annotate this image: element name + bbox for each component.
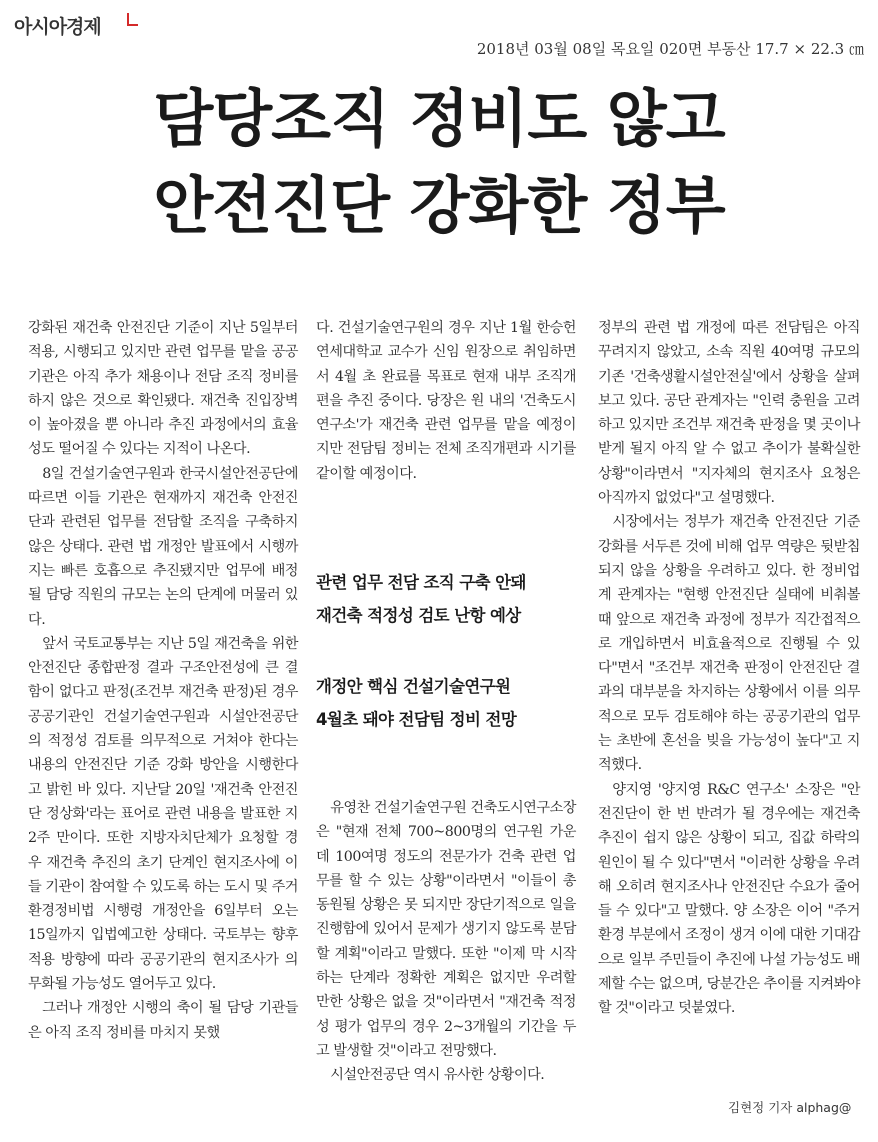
subheadline-line: 관련 업무 전담 조직 구축 안돼 [316, 573, 526, 592]
paragraph: 다. 건설기술연구원의 경우 지난 1월 한승헌 연세대학교 교수가 신임 원장으로 취임하면서 4월 초 완료를 목표로 현재 내부 조직개편을 추진 중이다. 당장은 원 내의 '건축도시연구소'가 재건축 관련 업무를 맡을 예정이지만 전담팀 정비는 전체 조직개편과 시기를 같이할 예정이다. [316, 320, 576, 482]
paragraph: 시장에서는 정부가 재건축 안전진단 기준 강화를 서두른 것에 비해 업무 역량은 뒷받침되지 않을 상황을 우려하고 있다. 한 정비업계 관계자는 "현행 안전진단 실태에 비춰볼 때 앞으로 재건축 과정에 정부가 직간접적으로 개입하면서 비효율적으로 진행될 수 있다"면서 "조건부 재건축 판정이 안전진단 결과의 대부분을 차지하는 상황에서 이를 의무적으로 모두 검토해야 하는 공공기관의 업무는 초반에 혼선을 빚을 가능성이 높다"고 지적했다. [598, 514, 860, 774]
article-column-3 [598, 316, 860, 1021]
article-column-1 [28, 316, 298, 1045]
publication-meta: 2018년 03월 08일 목요일 020면 부동산 17.7 × 22.3 ㎝ [476, 40, 864, 58]
paragraph: 8일 건설기술연구원과 한국시설안전공단에 따르면 이들 기관은 현재까지 재건축 안전진단과 관련된 업무를 전담할 조직을 구축하지 않은 상태다. 관련 법 개정안 발표에서 시행까지는 빠른 호흡으로 추진됐지만 업무에 배정될 담당 직원의 규모는 논의 단계에 머물러 있다. [28, 465, 298, 628]
subheadline-line: 개정안 핵심 건설기술연구원 [316, 677, 511, 696]
paragraph: 강화된 재건축 안전진단 기준이 지난 5일부터 적용, 시행되고 있지만 관련 업무를 맡을 공공기관은 아직 추가 채용이나 전담 조직 정비를 하지 않은 것으로 확인됐다. 재건축 진입장벽이 높아졌을 뿐 아니라 추진 과정에서의 효율성도 떨어질 수 있다는 지적이 나온다. [28, 320, 298, 458]
page-header [0, 0, 878, 60]
paragraph: 그러나 개정안 시행의 축이 될 담당 기관들은 아직 조직 정비를 마치지 못했 [28, 1000, 298, 1041]
subheadline-1 [316, 566, 586, 632]
article-column-2 [316, 316, 576, 486]
publication-logo: 아시아경제 [14, 16, 101, 38]
paragraph: 정부의 관련 법 개정에 따른 전담팀은 아직 꾸려지지 않았고, 소속 직원 40여명 규모의 기존 '건축생활시설안전실'에서 상황을 살펴보고 있다. 공단 관계자는 "인력 충원을 고려하고 있지만 조건부 재건축 판정을 몇 곳이나 받게 될지 아직 알 수 없고 추이가 불확실한 상황"이라면서 "지자체의 현지조사 요청은 아직까지 없었다"고 설명했다. [598, 320, 860, 507]
subheadline-line: 재건축 적정성 검토 난항 예상 [316, 606, 521, 625]
paragraph: 시설안전공단 역시 유사한 상황이다. [330, 1067, 545, 1084]
headline-line-1: 담당조직 정비도 않고 [153, 82, 725, 155]
paragraph: 양지영 '양지영 R&C 연구소' 소장은 "안전진단이 한 번 반려가 될 경우에는 재건축 추진이 쉽지 않은 상황이 되고, 집값 하락의 원인이 될 수 있다"면서 "이러한 상황을 우려해 오히려 현지조사나 안전진단 수요가 줄어들 수 있다"고 말했다. 양 소장은 이어 "주거환경 부분에서 조정이 생겨 이에 대한 기대감으로 일부 주민들이 추진에 나설 가능성도 배제할 수는 없으며, 당분간은 추이를 지켜봐야 할 것"이라고 덧붙였다. [598, 781, 860, 1017]
subheadline-line: 4월초 돼야 전담팀 정비 전망 [316, 710, 517, 729]
byline: 김현정 기자 alphag@ [728, 1100, 852, 1115]
subheadline-2 [316, 670, 586, 736]
paragraph: 유영찬 건설기술연구원 건축도시연구소장은 "현재 전체 700~800명의 연구원 가운데 100여명 정도의 전문가가 건축 관련 업무를 할 수 있는 상황"이라면서 "이들이 총동원될 상황은 못 되지만 장단기적으로 일을 진행함에 있어서 문제가 생기지 않도록 분담할 계획"이라고 말했다. 또한 "이제 막 시작하는 단계라 정확한 계획은 없지만 우려할 만한 상황은 없을 것"이라면서 "재건축 적정성 평가 업무의 경우 2~3개월의 기간을 두고 발생할 것"이라고 전망했다. [316, 800, 576, 1059]
article-column-2-lower [316, 796, 576, 1088]
paragraph: 앞서 국토교통부는 지난 5일 재건축을 위한 안전진단 종합판정 결과 구조안전성에 큰 결함이 없다고 판정(조건부 재건축 판정)된 경우 공공기관인 건설기술연구원과 시설안전공단의 적정성 검토를 의무적으로 거쳐야 한다는 내용의 안전진단 기준 강화 방안을 시행한다고 밝힌 바 있다. 지난달 20일 '재건축 안전진단 정상화'라는 표어로 관련 내용을 발표한 지 2주 만이다. 또한 지방자치단체가 요청할 경우 재건축 추진의 초기 단계인 현지조사에 이들 기관이 참여할 수 있도록 하는 도시 및 주거환경정비법 시행령 개정안을 6일부터 오는 15일까지 입법예고한 상태다. 국토부는 향후 적용 방향에 따라 공공기관의 현지조사가 의무화될 가능성도 열어두고 있다. [28, 635, 298, 993]
headline-line-2: 안전진단 강화한 정부 [153, 169, 725, 242]
logo-mark-icon [127, 13, 138, 26]
